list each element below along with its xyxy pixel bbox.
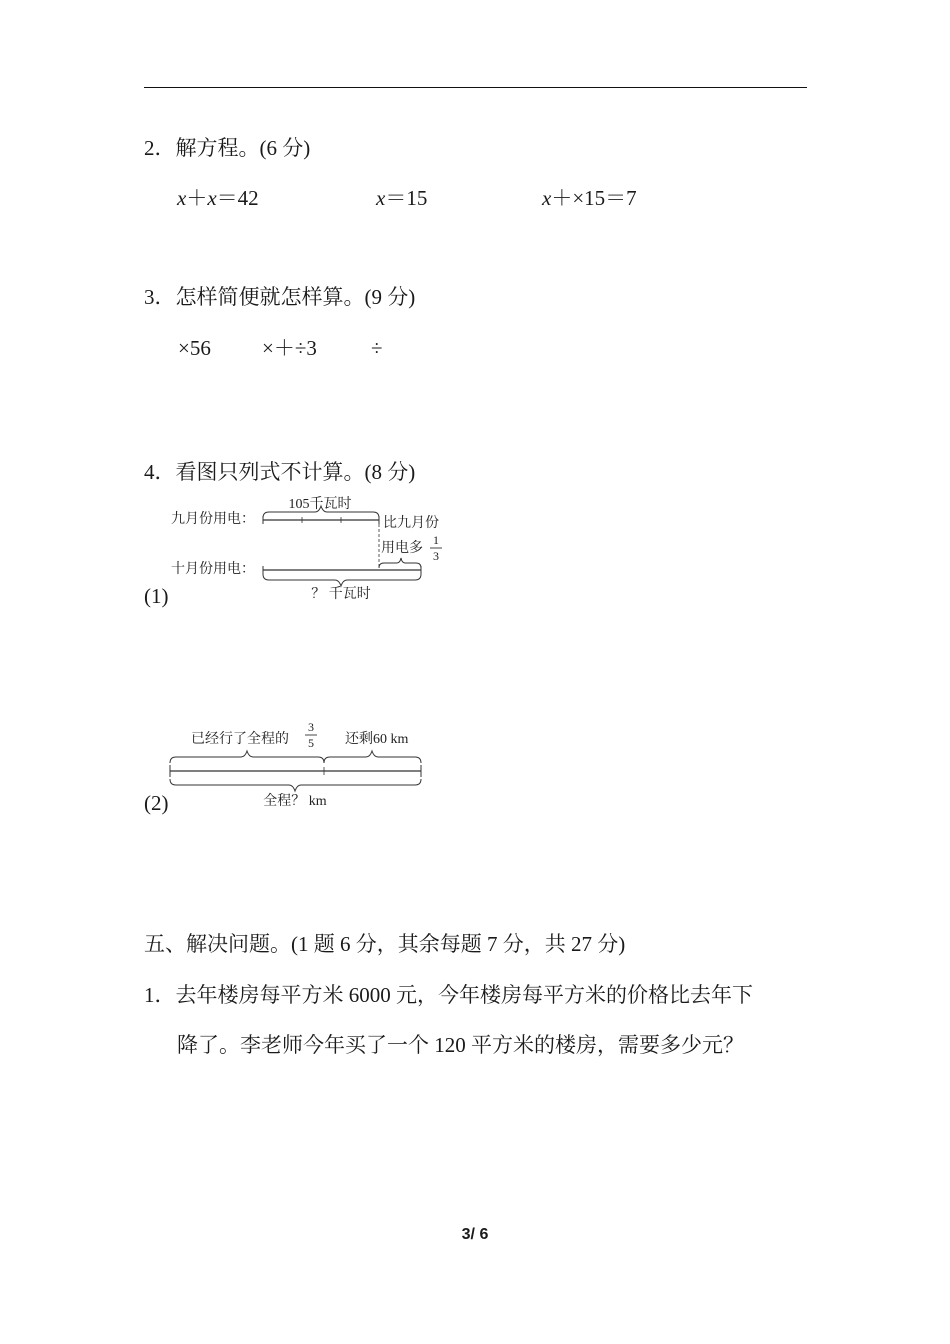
fig2-left-label: 已经行了全程的 [191, 732, 289, 747]
q3-expression-1: ×56 [178, 336, 211, 360]
page-number: 3/ 6 [461, 1226, 489, 1243]
fig2-total-brace [170, 779, 421, 791]
fig2-bottom-label: 全程？ km [263, 794, 327, 809]
q3-expression-2: ×＋÷3 [262, 336, 317, 360]
fig2-frac-den: 5 [308, 736, 314, 750]
fig1-top-brace-label: 105千瓦时 [288, 497, 352, 512]
fig2-done-brace [170, 751, 324, 763]
fig1-frac-den: 3 [433, 549, 439, 563]
section5-title: 五、解决问题。(1 题 6 分，其余每题 7 分，共 27 分) [144, 932, 626, 956]
fig1-extra-brace [379, 558, 421, 568]
q2-equation-2: x＝15 [376, 186, 428, 210]
q3-expression-3: ÷ [371, 336, 383, 360]
fig1-oct-label: 十月份用电： [171, 562, 255, 577]
q2-title: 2．解方程。(6 分) [144, 136, 311, 160]
fig1-side-text-1: 比九月份 [383, 516, 439, 531]
q4-title: 4．看图只列式不计算。(8 分) [144, 460, 416, 484]
q2-equation-1: x＋x＝42 [177, 186, 259, 210]
fig1-line-diagram [165, 494, 485, 604]
header-rule [144, 87, 807, 88]
fig2-right-label: 还剩60 km [345, 732, 409, 747]
q3-title: 3．怎样简便就怎样算。(9 分) [144, 285, 416, 309]
fig2-line-diagram [165, 715, 435, 815]
fig1-bottom-label: ？ 千瓦时 [311, 587, 371, 602]
fig1-frac-num: 1 [433, 533, 439, 547]
fig2-frac-num: 3 [308, 720, 314, 734]
fig1-bottom-brace [263, 574, 421, 586]
fig1-side-text-2: 用电多 [381, 541, 423, 556]
fig2-remaining-brace [324, 751, 421, 763]
fig1-label: (1) [144, 584, 169, 608]
fig2-label: (2) [144, 791, 169, 815]
fig1-sept-label: 九月份用电： [171, 512, 255, 527]
section5-q1-line1: 1．去年楼房每平方米 6000 元，今年楼房每平方米的价格比去年下 [144, 983, 753, 1007]
q2-equation-3: x＋×15＝7 [542, 186, 637, 210]
section5-q1-line2: 降了。李老师今年买了一个 120 平方米的楼房，需要多少元？ [177, 1033, 744, 1057]
